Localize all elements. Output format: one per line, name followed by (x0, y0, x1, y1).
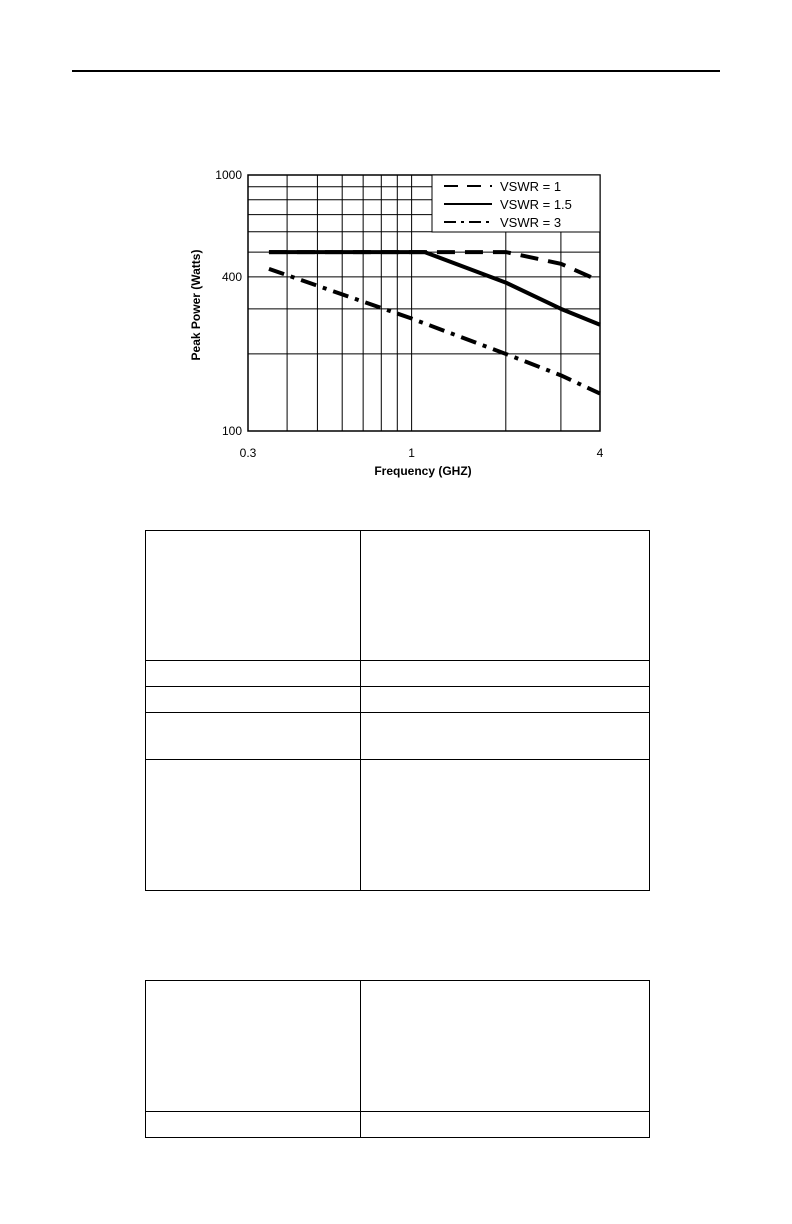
header-rule (72, 70, 720, 72)
table-row (146, 760, 650, 891)
table-cell (361, 531, 650, 661)
spec-table-1 (145, 530, 650, 891)
table-cell (361, 687, 650, 713)
x-tick-label: 0.3 (239, 446, 257, 460)
series-line (269, 269, 600, 394)
table-cell (146, 760, 361, 891)
y-tick-label: 1000 (215, 168, 242, 182)
spec-table-2 (145, 980, 650, 1138)
table-cell (146, 661, 361, 687)
table-row (146, 1112, 650, 1138)
x-axis-label: Frequency (GHZ) (374, 464, 472, 478)
table-cell (146, 713, 361, 760)
table-cell (361, 1112, 650, 1138)
y-tick-label: 400 (221, 269, 242, 284)
table-cell (146, 687, 361, 713)
legend-label: VSWR = 1.5 (500, 197, 572, 212)
legend-label: VSWR = 1 (500, 179, 562, 194)
table-cell (146, 531, 361, 661)
peak-power-chart (180, 160, 620, 490)
table-cell (361, 713, 650, 760)
table-cell (146, 981, 361, 1112)
x-tick-label: 4 (596, 446, 604, 460)
x-tick-label: 1 (408, 446, 415, 460)
chart-svg (180, 160, 620, 490)
table-cell (361, 981, 650, 1112)
table-cell (146, 1112, 361, 1138)
table-row (146, 981, 650, 1112)
chart-series (269, 252, 600, 394)
legend-label: VSWR = 3 (500, 215, 562, 230)
table-cell (361, 760, 650, 891)
y-tick-label: 100 (221, 424, 242, 438)
chart-legend (432, 175, 600, 232)
table-row (146, 661, 650, 687)
table-row (146, 687, 650, 713)
table-row (146, 531, 650, 661)
y-axis-label: Peak Power (Watts) (189, 249, 203, 361)
table-cell (361, 661, 650, 687)
table-row (146, 713, 650, 760)
